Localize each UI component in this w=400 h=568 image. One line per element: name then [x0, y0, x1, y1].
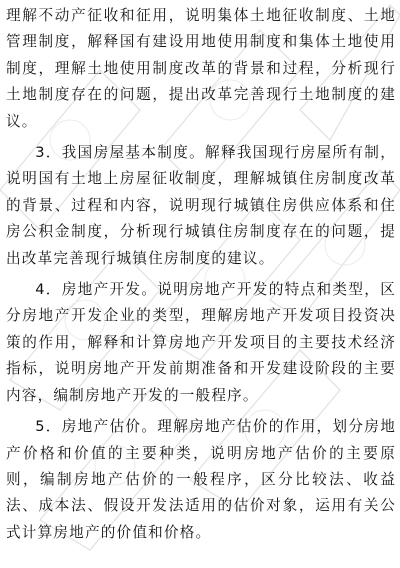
document-body — [6, 0, 396, 546]
paragraph-housing-system: 3．我国房屋基本制度。解释我国现行房屋所有制，说明国有土地上房屋征收制度，理解城镇住房制度改革的背景、过程和内容，说明现行城镇住房供应体系和住房公积金制度，分析现行城镇住房制度存在的问题，提出改革完善现行城镇住房制度的建议。 — [6, 144, 396, 267]
paragraph-real-estate-development: 4．房地产开发。说明房地产开发的特点和类型，区分房地产开发企业的类型，理解房地产开发项目投资决策的作用，解释和计算房地产开发项目的主要技术经济指标，说明房地产开发前期准备和开发建设阶段的主要内容，编制房地产开发的一般程序。 — [6, 281, 396, 404]
paragraph-real-estate-appraisal: 5．房地产估价。理解房地产估价的作用，划分房地产价格和价值的主要种类，说明房地产估价的主要原则，编制房地产估价的一般程序，区分比较法、收益法、成本法、假设开发法适用的估价对象，运用有关公式计算房地产的价值和价格。 — [6, 418, 396, 541]
paragraph-land-system-continued: 理解不动产征收和征用，说明集体土地征收制度、土地管理制度，解释国有建设用地使用制度和集体土地使用制度，理解土地使用制度改革的背景和过程，分析现行土地制度存在的问题，提出改革完善现行土地制度的建议。 — [6, 7, 396, 130]
